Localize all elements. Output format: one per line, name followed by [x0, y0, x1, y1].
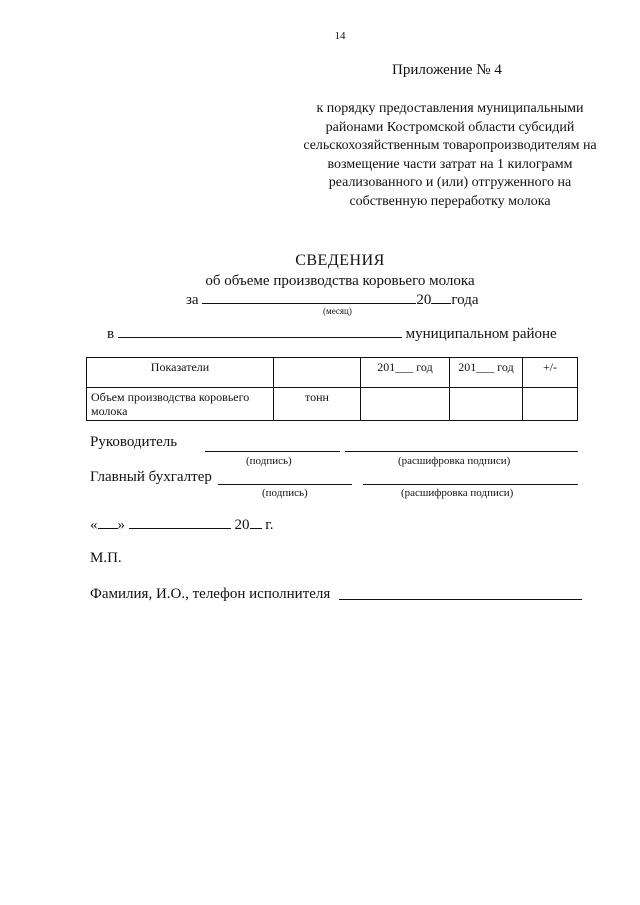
- table-cell: Объем производства коровьего молока: [87, 388, 274, 421]
- month-blank[interactable]: [202, 289, 416, 304]
- period-year-suffix: года: [451, 292, 479, 308]
- decoding-hint: (расшифровка подписи): [401, 487, 514, 499]
- date-month-blank[interactable]: [129, 514, 231, 529]
- table-header-row: [87, 358, 578, 388]
- table-cell[interactable]: [523, 388, 578, 421]
- district-line: [107, 323, 557, 343]
- decoding-hint: (расшифровка подписи): [398, 455, 511, 467]
- accountant-label: Главный бухгалтер: [90, 469, 212, 485]
- appendix-title: Приложение № 4: [392, 62, 502, 78]
- date-year-blank[interactable]: [250, 514, 262, 529]
- executor-label: Фамилия, И.О., телефон исполнителя: [90, 586, 331, 602]
- day-blank[interactable]: [98, 514, 118, 529]
- table-cell: тонн: [274, 388, 361, 421]
- head-signature-blank[interactable]: [205, 451, 340, 452]
- year-blank[interactable]: [431, 289, 451, 304]
- head-label: Руководитель: [90, 434, 178, 450]
- month-hint: (месяц): [323, 306, 352, 316]
- signature-hint: (подпись): [262, 487, 308, 499]
- stamp-place: М.П.: [90, 550, 122, 566]
- document-subtitle: об объеме производства коровьего молока: [205, 273, 475, 289]
- accountant-signature-blank[interactable]: [218, 484, 352, 485]
- period-year-prefix: 20: [416, 292, 432, 308]
- table-cell[interactable]: [361, 388, 450, 421]
- district-prefix: в: [107, 326, 115, 342]
- date-year-suffix: г.: [265, 517, 274, 533]
- date-close-quote: »: [117, 517, 125, 533]
- accountant-decoding-blank[interactable]: [363, 484, 578, 485]
- document-title: СВЕДЕНИЯ: [295, 252, 385, 269]
- district-suffix: муниципальном районе: [405, 326, 557, 342]
- date-year-prefix: 20: [234, 517, 250, 533]
- period-prefix: за: [186, 292, 199, 308]
- table-row: [87, 388, 578, 421]
- page-number: 14: [334, 30, 346, 42]
- signature-hint: (подпись): [246, 455, 292, 467]
- district-blank[interactable]: [118, 323, 402, 338]
- appendix-subtitle: к порядку предоставления муниципальными районами Костромской области субсидий сельскохозяйственным товаропроизводителям на возмещение части затрат на 1 килограмм реализованного и (или) отгруженного на собственную переработку молока: [303, 101, 597, 209]
- table-header-cell: [274, 358, 361, 388]
- table-header-cell: 201___ год: [450, 358, 523, 388]
- table-header-cell: Показатели: [87, 358, 274, 388]
- head-decoding-blank[interactable]: [345, 451, 578, 452]
- date-open-quote: «: [90, 517, 98, 533]
- table-header-cell: +/-: [523, 358, 578, 388]
- executor-blank[interactable]: [339, 599, 582, 600]
- table-header-cell: 201___ год: [361, 358, 450, 388]
- date-line: [90, 514, 273, 534]
- table-cell[interactable]: [450, 388, 523, 421]
- data-table: [86, 357, 578, 421]
